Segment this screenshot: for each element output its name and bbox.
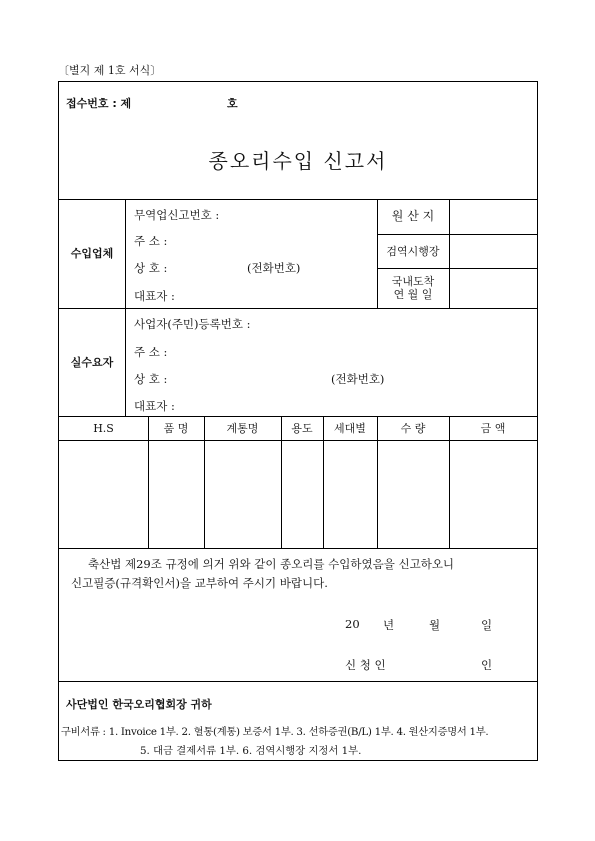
importer-ceo-label: 대표자 : (134, 289, 175, 303)
col-header-item: 품 명 (163, 421, 189, 435)
date-year-prefix: 20 (345, 617, 360, 631)
user-ceo-label: 대표자 : (134, 399, 175, 413)
date-month-label: 월 (429, 618, 441, 632)
receipt-number-suffix: 호 (227, 97, 238, 110)
col-header-generation: 세대별 (334, 421, 366, 435)
importer-address-label: 주 소 : (134, 234, 168, 248)
divider (59, 440, 537, 441)
arrival-date-label (377, 268, 449, 308)
date-day-label: 일 (481, 618, 493, 632)
importer-company-label: 상 호 : (134, 261, 168, 275)
importer-section-label: 수입업체 (70, 247, 114, 260)
divider (59, 199, 537, 200)
col-header-hs: H.S (93, 421, 114, 435)
attachments-line-2: 5. 대금 결제서류 1부. 6. 검역시행장 지정서 1부. (140, 745, 362, 757)
divider (59, 308, 537, 309)
attachments-line-1: 구비서류 : 1. Invoice 1부. 2. 혈통(계통) 보증서 1부. 3. 선하증권(B/L) 1부. 4. 원산지증명서 1부. (61, 726, 489, 738)
date-year-label: 년 (383, 618, 395, 632)
form-title: 종오리수입 신고서 (208, 149, 388, 173)
applicant-label: 신 청 인 (345, 658, 386, 672)
divider (59, 548, 537, 549)
arrival-date-line1: 국내도착 (391, 275, 435, 288)
col-header-amount: 금 액 (480, 421, 506, 435)
declaration-line-1: 축산법 제29조 규정에 의거 위와 같이 종오리를 수입하였음을 신고하오니 (88, 557, 455, 571)
trade-registration-label: 무역업신고번호 : (134, 208, 220, 222)
receipt-number-label: 접수번호 : 제 (66, 97, 132, 110)
importer-phone-label: (전화번호) (247, 261, 301, 275)
user-address-label: 주 소 : (134, 345, 168, 359)
origin-label: 원 산 지 (391, 209, 435, 223)
declaration-form (58, 81, 538, 761)
arrival-date-line2: 연 월 일 (393, 288, 433, 301)
declaration-line-2: 신고필증(규격확인서)을 교부하여 주시기 바랍니다. (71, 576, 328, 590)
user-company-label: 상 호 : (134, 372, 168, 386)
form-number: 〔별지 제 1호 서식〕 (58, 64, 162, 77)
col-header-purpose: 용도 (291, 421, 313, 435)
divider (125, 199, 126, 416)
col-header-quantity: 수 량 (400, 421, 426, 435)
business-registration-label: 사업자(주민)등록번호 : (134, 317, 251, 331)
addressee: 사단법인 한국오리협회장 귀하 (66, 698, 212, 711)
applicant-seal: 인 (481, 658, 493, 672)
divider (59, 681, 537, 682)
col-header-strain: 계통명 (226, 421, 259, 435)
user-phone-label: (전화번호) (331, 372, 385, 386)
quarantine-site-label: 검역시행장 (386, 244, 440, 258)
divider (449, 199, 450, 308)
end-user-section-label: 실수요자 (70, 355, 114, 369)
